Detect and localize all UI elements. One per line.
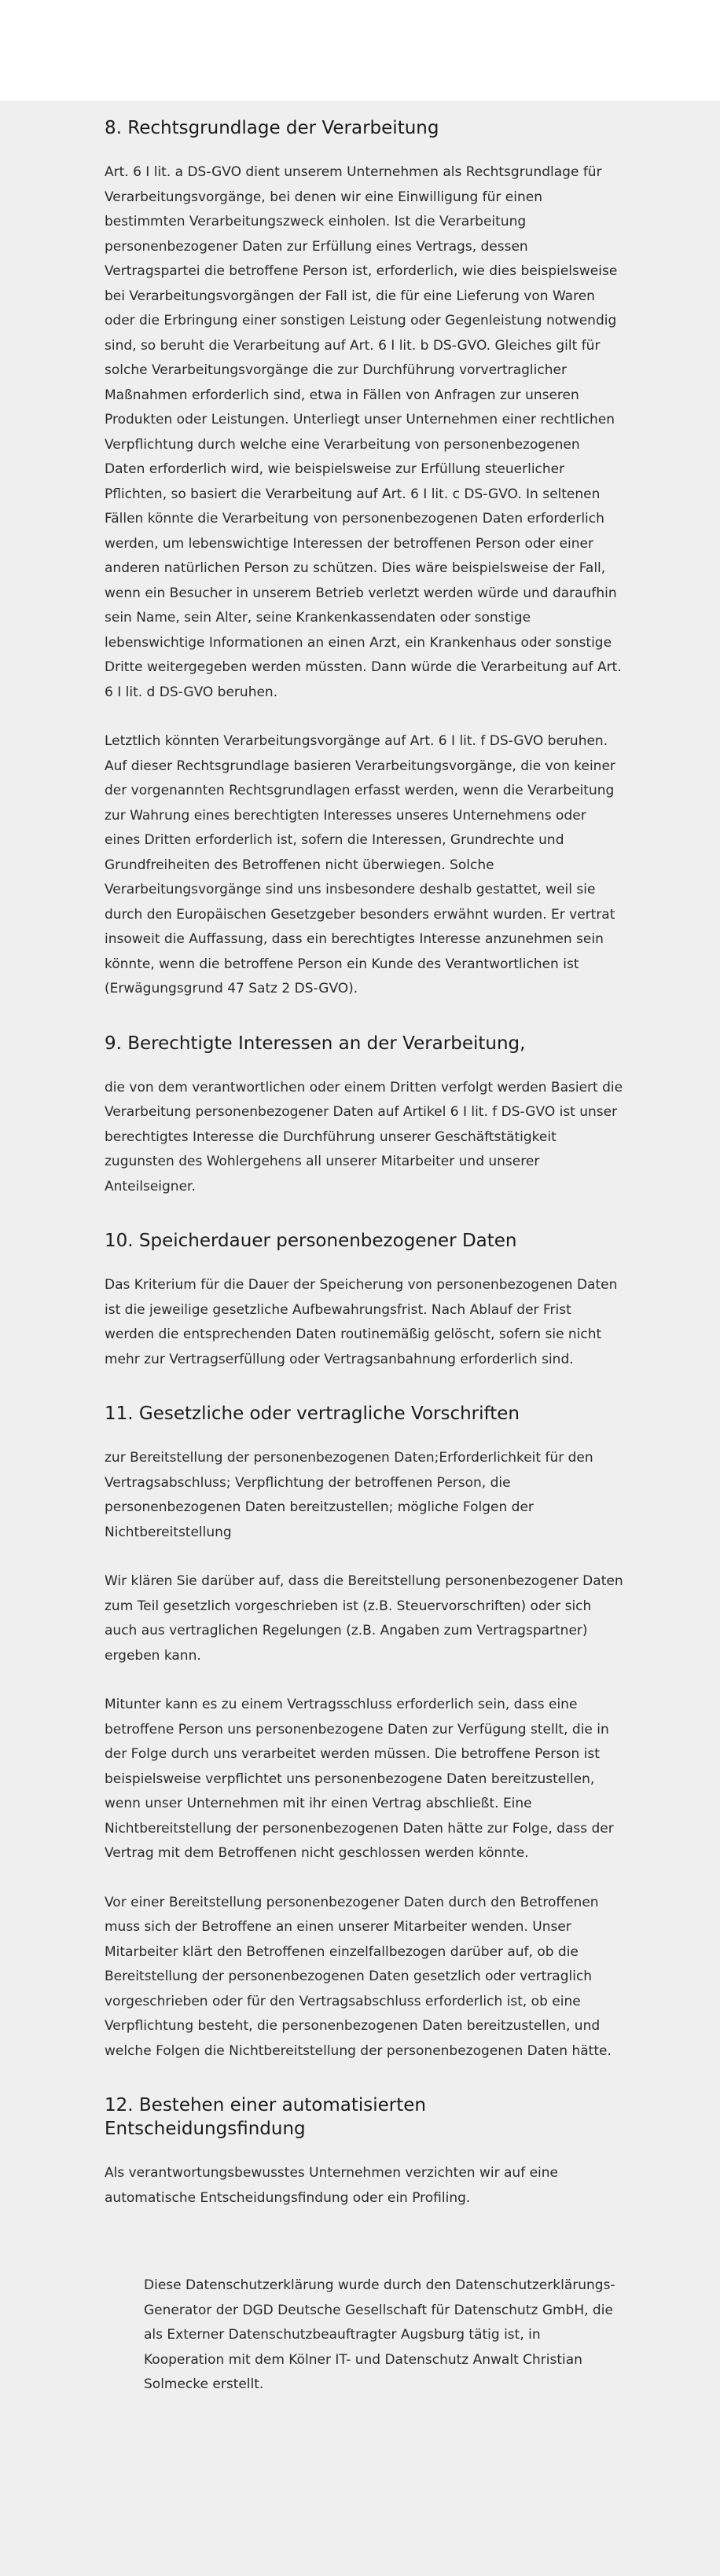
section-paragraph: Letztlich könnten Verarbeitungsvorgänge auf Art. 6 I lit. f DS-GVO beruhen. Auf dieser Rechtsgrundlage basieren Verarbeitungsvorgänge, die von keiner der vorgenannten Rechtsgrundlagen erfasst werden, wenn die Verarbeitung zur Wahrung eines berechtigten Interesses unseres Unternehmens oder eines Dritten erforderlich ist, sofern die Interessen, Grundrechte und Grundfreiheiten des Betroffenen nicht überwiegen. Solche Verarbeitungsvorgänge sind uns insbesondere deshalb gestattet, weil sie durch den Europäischen Gesetzgeber besonders erwähnt wurden. Er vertrat insoweit die Auffassung, dass ein berechtigtes Interesse anzunehmen sein könnte, wenn die betroffene Person ein Kunde des Verantwortlichen ist (Erwägungsgrund 47 Satz 2 DS-GVO).: [105, 733, 615, 996]
section-legal-basis: [105, 116, 623, 1002]
section-legal-requirements: [105, 1402, 623, 2064]
section-paragraph: Mitunter kann es zu einem Vertragsschluss erforderlich sein, dass eine betroffene Person uns personenbezogene Daten zur Verfügung stellt, die in der Folge durch uns verarbeitet werden müssen. Die betroffene Person ist beispielsweise verpflichtet uns personenbezogene Daten bereitzustellen, wenn unser Unternehmen mit ihr einen Vertrag abschließt. Eine Nichtbereitstellung der personenbezogenen Daten hätte zur Folge, dass der Vertrag mit dem Betroffenen nicht geschlossen werden könnte.: [105, 1697, 614, 1861]
section-paragraph: Das Kriterium für die Dauer der Speicherung von personenbezogenen Daten ist die jeweilige gesetzliche Aufbewahrungsfrist. Nach Ablauf der Frist werden die entsprechenden Daten routinemäßig gelöscht, sofern sie nicht mehr zur Vertragserfüllung oder Vertragsanbahnung erforderlich sind.: [105, 1277, 618, 1367]
section-legitimate-interests: [105, 1032, 623, 1200]
section-paragraph: die von dem verantwortlichen oder einem Dritten verfolgt werden Basiert die Verarbeitung personenbezogener Daten auf Artikel 6 I lit. f DS-GVO ist unser berechtigtes Interesse die Durchführung unserer Geschäftstätigkeit zugunsten des Wohlergehens all unserer Mitarbeiter und unserer Anteilseigner.: [105, 1079, 623, 1194]
section-heading: 11. Gesetzliche oder vertragliche Vorschriften: [105, 1404, 520, 1424]
section-heading: 8. Rechtsgrundlage der Verarbeitung: [105, 118, 439, 138]
content-panel: [0, 101, 720, 2576]
section-heading: 12. Bestehen einer automatisierten Entscheidungsfindung: [105, 2095, 427, 2139]
section-paragraph: Als verantwortungsbewusstes Unternehmen verzichten wir auf eine automatische Entscheidungsfindung oder ein Profiling.: [105, 2165, 558, 2206]
generator-credit-note: Diese Datenschutzerklärung wurde durch den Datenschutzerklärungs-Generator der DGD Deutsche Gesellschaft für Datenschutz GmbH, die als Externer Datenschutzbeauftragter Augsburg tätig ist, in Kooperation mit dem Kölner IT- und Datenschutz Anwalt Christian Solmecke erstellt.: [144, 2277, 615, 2392]
section-paragraph: Vor einer Bereitstellung personenbezogener Daten durch den Betroffenen muss sich der Betroffene an einen unserer Mitarbeiter wenden. Unser Mitarbeiter klärt den Betroffenen einzelfallbezogen darüber auf, ob die Bereitstellung der personenbezogenen Daten gesetzlich oder vertraglich vorgeschrieben oder für den Vertragsabschluss erforderlich ist, ob eine Verpflichtung besteht, die personenbezogenen Daten bereitzustellen, und welche Folgen die Nichtbereitstellung der personenbezogenen Daten hätte.: [105, 1894, 612, 2059]
section-storage-duration: [105, 1229, 623, 1372]
privacy-policy-text: [105, 116, 623, 2398]
section-automated-decisions: [105, 2093, 623, 2211]
top-whitespace: [0, 0, 720, 101]
section-heading: 9. Berechtigte Interessen an der Verarbeitung,: [105, 1033, 526, 1054]
section-paragraph: zur Bereitstellung der personenbezogenen Daten;Erforderlichkeit für den Vertragsabschluss; Verpflichtung der betroffenen Person, die personenbezogenen Daten bereitzustellen; mögliche Folgen der Nichtbereitstellung: [105, 1450, 593, 1540]
section-heading: 10. Speicherdauer personenbezogener Daten: [105, 1231, 517, 1251]
section-paragraph: Wir klären Sie darüber auf, dass die Bereitstellung personenbezogener Daten zum Teil gesetzlich vorgeschrieben ist (z.B. Steuervorschriften) oder sich auch aus vertraglichen Regelungen (z.B. Angaben zum Vertragspartner) ergeben kann.: [105, 1573, 623, 1664]
section-paragraph: Art. 6 I lit. a DS-GVO dient unserem Unternehmen als Rechtsgrundlage für Verarbeitungsvorgänge, bei denen wir eine Einwilligung für einen bestimmten Verarbeitungszweck einholen. Ist die Verarbeitung personenbezogener Daten zur Erfüllung eines Vertrags, dessen Vertragspartei die betroffene Person ist, erforderlich, wie dies beispielsweise bei Verarbeitungsvorgängen der Fall ist, die für eine Lieferung von Waren oder die Erbringung einer sonstigen Leistung oder Gegenleistung notwendig sind, so beruht die Verarbeitung auf Art. 6 I lit. b DS-GVO. Gleiches gilt für solche Verarbeitungsvorgänge die zur Durchführung vorvertraglicher Maßnahmen erforderlich sind, etwa in Fällen von Anfragen zur unseren Produkten oder Leistungen. Unterliegt unser Unternehmen einer rechtlichen Verpflichtung durch welche eine Verarbeitung von personenbezogenen Daten erforderlich wird, wie beispielsweise zur Erfüllung steuerlicher Pflichten, so basiert die Verarbeitung auf Art. 6 I lit. c DS-GVO. In seltenen Fällen könnte die Verarbeitung von personenbezogenen Daten erforderlich werden, um lebenswichtige Interessen der betroffenen Person oder einer anderen natürlichen Person zu schützen. Dies wäre beispielsweise der Fall, wenn ein Besucher in unserem Betrieb verletzt werden würde und daraufhin sein Name, sein Alter, seine Krankenkassendaten oder sonstige lebenswichtige Informationen an einen Arzt, ein Krankenhaus oder sonstige Dritte weitergegeben werden müssten. Dann würde die Verarbeitung auf Art. 6 I lit. d DS-GVO beruhen.: [105, 164, 622, 700]
